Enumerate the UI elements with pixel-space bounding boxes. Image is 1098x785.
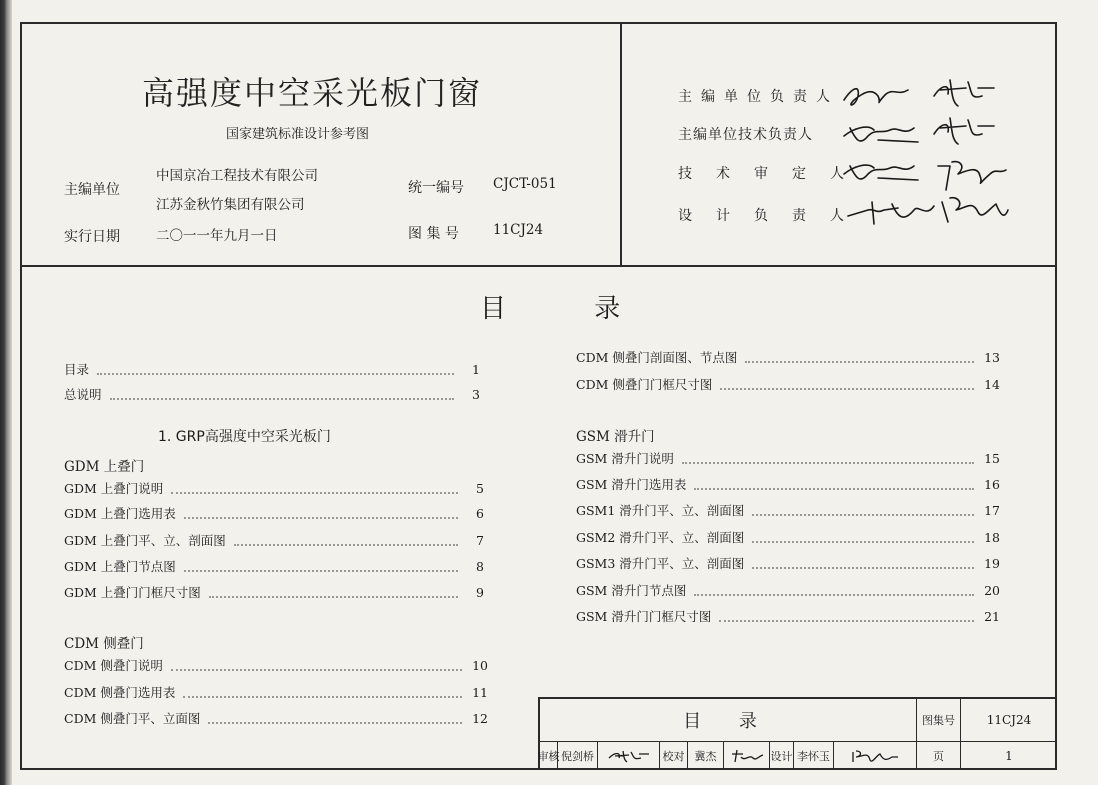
toc-entry[interactable] bbox=[576, 347, 1000, 367]
leader-dots bbox=[694, 478, 974, 490]
toc-entry-title: GSM 滑升门节点图 bbox=[576, 583, 687, 598]
checker-signature bbox=[724, 741, 770, 770]
toc-entry[interactable] bbox=[64, 556, 484, 576]
header-divider bbox=[20, 265, 1057, 267]
toc-entry-page: 20 bbox=[984, 582, 1000, 598]
toc-entry-page: 14 bbox=[984, 376, 1000, 392]
toc-entry[interactable] bbox=[576, 553, 1000, 573]
toc-entry[interactable] bbox=[64, 582, 484, 602]
signature-label-3: 技术审定人 bbox=[678, 166, 868, 182]
leader-dots bbox=[184, 507, 458, 519]
toc-entry[interactable] bbox=[576, 580, 1000, 600]
leader-dots bbox=[752, 531, 974, 543]
group-heading-gdm: GDM 上叠门 bbox=[64, 459, 145, 475]
toc-entry[interactable] bbox=[64, 682, 488, 702]
toc-entry-title: CDM 侧叠门说明 bbox=[64, 658, 163, 673]
toc-entry-page: 16 bbox=[984, 476, 1000, 492]
leader-dots bbox=[682, 452, 974, 464]
toc-entry-page: 7 bbox=[476, 532, 484, 548]
leader-dots bbox=[745, 351, 974, 363]
atlas-label: 图 集 号 bbox=[408, 226, 459, 242]
toc-entry[interactable] bbox=[576, 448, 1000, 468]
title-block-name: 目 录 bbox=[540, 699, 917, 741]
signature-label-2: 主编单位技术负责人 bbox=[678, 127, 813, 143]
toc-entry-page: 5 bbox=[476, 480, 484, 496]
signature-mark bbox=[850, 748, 900, 764]
toc-entry[interactable] bbox=[64, 384, 480, 404]
editor-label: 主编单位 bbox=[64, 182, 120, 198]
section-heading-1: 1. GRP高强度中空采光板门 bbox=[158, 429, 331, 445]
toc-entry-page: 15 bbox=[984, 450, 1000, 466]
toc-entry-page: 17 bbox=[984, 502, 1000, 518]
toc-entry[interactable] bbox=[64, 708, 488, 728]
signature-label-1: 主编单位负责人 bbox=[678, 89, 839, 105]
title-block-atlas-value: 11CJ24 bbox=[986, 713, 1032, 727]
toc-entry-title: CDM 侧叠门门框尺寸图 bbox=[576, 377, 713, 392]
date-label: 实行日期 bbox=[64, 229, 120, 245]
toc-entry-title: GSM 滑升门说明 bbox=[576, 451, 674, 466]
toc-entry-title: CDM 侧叠门选用表 bbox=[64, 685, 176, 700]
designer-signature bbox=[834, 741, 917, 770]
group-heading-cdm: CDM 侧叠门 bbox=[64, 636, 144, 652]
leader-dots bbox=[171, 482, 458, 494]
toc-entry[interactable] bbox=[576, 500, 1000, 520]
toc-entry-title: GDM 上叠门选用表 bbox=[64, 506, 176, 521]
toc-entry-title: GDM 上叠门说明 bbox=[64, 481, 164, 496]
leader-dots bbox=[720, 378, 974, 390]
toc-entry-page: 12 bbox=[472, 710, 488, 726]
checker-name: 冀杰 bbox=[688, 741, 724, 770]
toc-entry[interactable] bbox=[64, 655, 488, 675]
toc-entry[interactable] bbox=[576, 606, 1000, 626]
page-label: 页 bbox=[917, 741, 961, 770]
review-label: 审核 bbox=[540, 741, 558, 770]
toc-entry-title: GDM 上叠门门框尺寸图 bbox=[64, 585, 201, 600]
design-label: 设计 bbox=[770, 741, 794, 770]
toc-entry-page: 13 bbox=[984, 349, 1000, 365]
toc-entry-page: 8 bbox=[476, 558, 484, 574]
toc-entry-title: GSM 滑升门选用表 bbox=[576, 477, 687, 492]
editor-unit-1: 中国京冶工程技术有限公司 bbox=[156, 168, 318, 184]
leader-dots bbox=[719, 610, 974, 622]
toc-entry-page: 3 bbox=[472, 386, 480, 402]
toc-entry-page: 10 bbox=[472, 657, 488, 673]
document-title: 高强度中空采光板门窗 bbox=[142, 74, 483, 112]
code-label: 统一编号 bbox=[408, 180, 464, 196]
leader-dots bbox=[209, 586, 458, 598]
handwritten-signatures bbox=[838, 70, 1038, 250]
toc-entry-title: CDM 侧叠门平、立面图 bbox=[64, 711, 201, 726]
group-heading-gsm: GSM 滑升门 bbox=[576, 429, 655, 445]
toc-entry-title: GDM 上叠门平、立、剖面图 bbox=[64, 533, 226, 548]
toc-entry-page: 9 bbox=[476, 584, 484, 600]
toc-entry-title: GSM1 滑升门平、立、剖面图 bbox=[576, 503, 745, 518]
toc-entry-page: 11 bbox=[472, 684, 488, 700]
toc-entry-title: GDM 上叠门节点图 bbox=[64, 559, 176, 574]
leader-dots bbox=[234, 534, 458, 546]
toc-entry-title: 总说明 bbox=[64, 387, 102, 402]
leader-dots bbox=[183, 686, 462, 698]
editor-unit-2: 江苏金秋竹集团有限公司 bbox=[156, 197, 305, 213]
toc-entry-page: 6 bbox=[476, 505, 484, 521]
toc-title: 目 录 bbox=[480, 294, 661, 324]
toc-entry-title: GSM2 滑升门平、立、剖面图 bbox=[576, 530, 745, 545]
signature-label-4: 设计负责人 bbox=[678, 208, 868, 224]
toc-entry[interactable] bbox=[64, 530, 484, 550]
date-value: 二〇一一年九月一日 bbox=[156, 228, 278, 244]
code-value: CJCT-051 bbox=[493, 176, 557, 192]
toc-entry-title: CDM 侧叠门剖面图、节点图 bbox=[576, 350, 738, 365]
leader-dots bbox=[184, 560, 458, 572]
toc-entry-page: 19 bbox=[984, 555, 1000, 571]
leader-dots bbox=[752, 557, 974, 569]
leader-dots bbox=[110, 388, 454, 400]
toc-entry[interactable] bbox=[64, 503, 484, 523]
toc-entry-page: 21 bbox=[984, 608, 1000, 624]
document-subtitle: 国家建筑标准设计参考图 bbox=[226, 127, 370, 142]
title-block-atlas-label: 图集号 bbox=[917, 699, 961, 741]
toc-entry-title: GSM 滑升门门框尺寸图 bbox=[576, 609, 712, 624]
page-value: 1 bbox=[1005, 748, 1013, 763]
toc-entry-title: GSM3 滑升门平、立、剖面图 bbox=[576, 556, 745, 571]
leader-dots bbox=[694, 584, 974, 596]
toc-entry-page: 18 bbox=[984, 529, 1000, 545]
toc-entry[interactable] bbox=[64, 359, 480, 379]
toc-entry[interactable] bbox=[64, 478, 484, 498]
toc-entry[interactable] bbox=[576, 474, 1000, 494]
reviewer-name: 倪剑桥 bbox=[558, 741, 598, 770]
toc-entry-page: 1 bbox=[472, 361, 480, 377]
signature-mark bbox=[607, 748, 651, 764]
leader-dots bbox=[171, 659, 462, 671]
designer-name: 李怀玉 bbox=[794, 741, 834, 770]
toc-entry-title: 目录 bbox=[64, 362, 90, 377]
atlas-value: 11CJ24 bbox=[493, 222, 544, 238]
toc-entry[interactable] bbox=[576, 374, 1000, 394]
leader-dots bbox=[752, 504, 974, 516]
check-label: 校对 bbox=[660, 741, 688, 770]
toc-entry[interactable] bbox=[576, 527, 1000, 547]
signature-mark bbox=[729, 748, 765, 764]
leader-dots bbox=[97, 363, 454, 375]
leader-dots bbox=[208, 712, 462, 724]
binding-edge bbox=[0, 0, 12, 785]
title-block bbox=[538, 697, 1057, 768]
reviewer-signature bbox=[598, 741, 660, 770]
header-vertical-divider bbox=[620, 22, 622, 266]
